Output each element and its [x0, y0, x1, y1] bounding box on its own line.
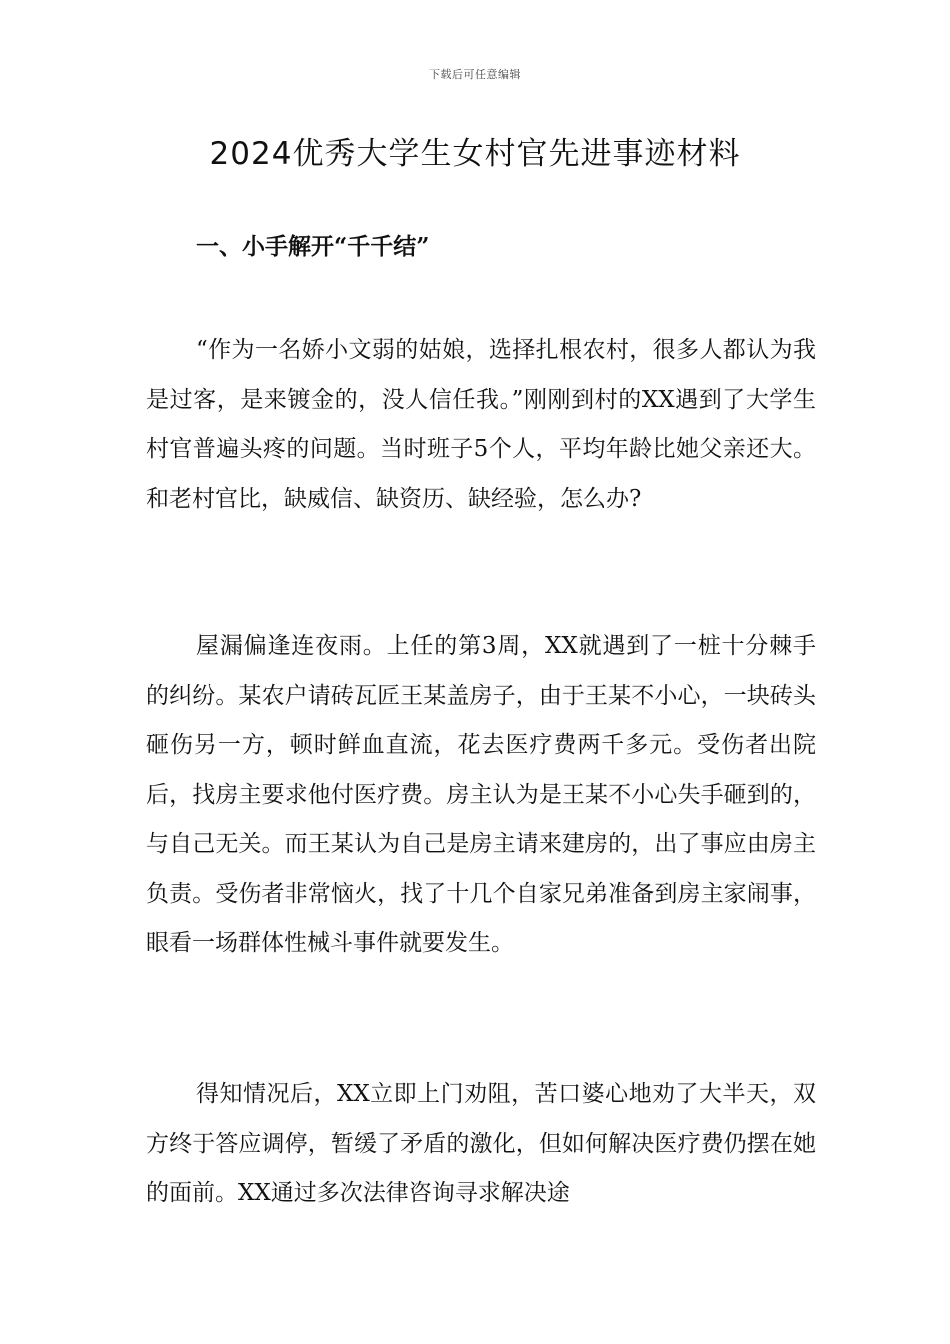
section-heading: 一、小手解开“千千结” [196, 233, 430, 260]
body-paragraph: 得知情况后，XX立即上门劝阻，苦口婆心地劝了大半天，双方终于答应调停，暂缓了矛盾的激化，但如何解决医疗费仍摆在她的面前。XX通过多次法律咨询寻求解决途 [146, 1081, 816, 1206]
body-paragraph: 屋漏偏逢连夜雨。上任的第3周，XX就遇到了一桩十分棘手的纠纷。某农户请砖瓦匠王某盖房子，由于王某不小心，一块砖头砸伤另一方，顿时鲜血直流，花去医疗费两千多元。受伤者出院后，找房主要求他付医疗费。房主认为是王某不小心失手砸到的，与自己无关。而王某认为自己是房主请来建房的，出了事应由房主负责。受伤者非常恼火，找了十几个自家兄弟准备到房主家闹事，眼看一场群体性械斗事件就要发生。 [146, 633, 816, 956]
body-paragraph: “作为一名娇小文弱的姑娘，选择扎根农村，很多人都认为我是过客，是来镀金的，没人信任我。”刚刚到村的XX遇到了大学生村官普遍头疼的问题。当时班子5个人，平均年龄比她父亲还大。和老村官比，缺威信、缺资历、缺经验，怎么办? [146, 337, 816, 512]
header-note: 下载后可任意编辑 [429, 68, 521, 81]
document-title: 2024优秀大学生女村官先进事迹材料 [209, 136, 741, 172]
